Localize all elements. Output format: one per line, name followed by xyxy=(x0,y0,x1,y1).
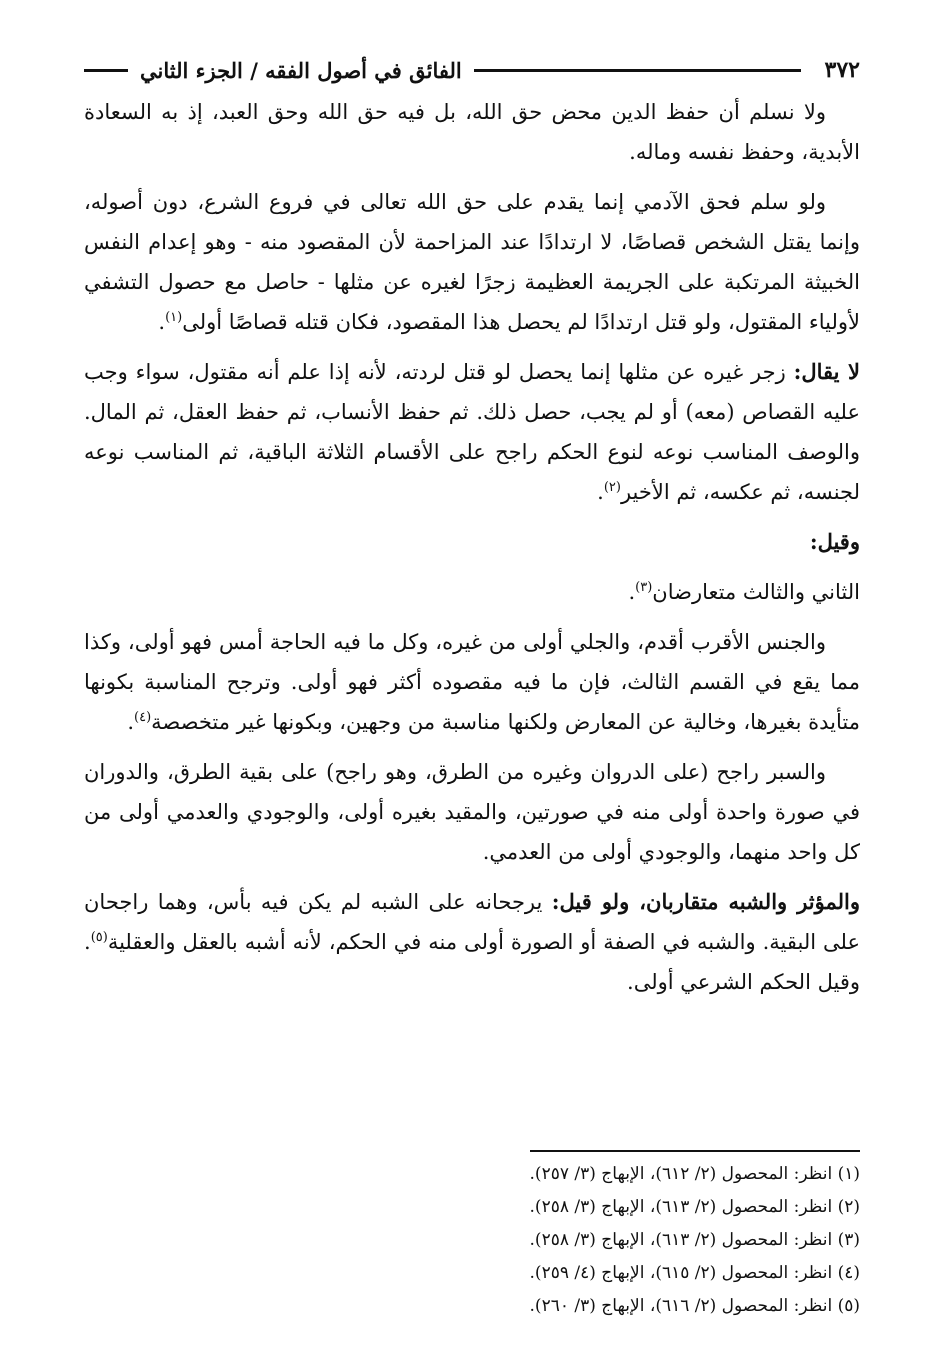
paragraph-text: زجر غيره عن مثلها إنما يحصل لو قتل لردته، لأنه إذا علم أنه مقتول، سواء وجب عليه القصاص (معه) أو لم يجب، حصل ذلك. ثم حفظ الأنساب، ثم حفظ العقل، ثم المال. والوصف المناسب نوعه لنوع الحكم راجح على الأقسام الثلاثة الباقية، ثم المناسب نوعه لجنسه، ثم عكسه، ثم الأخير xyxy=(84,360,860,504)
paragraph xyxy=(84,352,860,512)
footnote-separator xyxy=(530,1150,860,1152)
paragraph-text: ولا نسلم أن حفظ الدين محض حق الله، بل فيه حق الله وحق العبد، إذ به السعادة الأبدية، وحفظ نفسه وماله. xyxy=(84,100,860,164)
paragraph-text: والجنس الأقرب أقدم، والجلي أولى من غيره، وكل ما فيه الحاجة أمس فهو أولى، وكذا مما يقع في القسم الثالث، فإن ما فيه مقصوده أكثر فهو أولى. وترجح المناسبة بكونها متأيدة بغيرها، وخالية عن المعارض ولكنها مناسبة من وجهين، وبكونها غير متخصصة xyxy=(84,630,860,734)
page-number: ٣٧٢ xyxy=(824,57,860,83)
bold-lead-in: والمؤثر والشبه متقاربان، ولو قيل: xyxy=(551,889,860,914)
footnote: (١) انظر: المحصول (٢/ ٦١٢)، الإبهاج (٣/ ٢٥٧). xyxy=(529,1164,860,1184)
paragraph-text: ولو سلم فحق الآدمي إنما يقدم على حق الله تعالى في فروع الشرع، دون أصوله، وإنما يقتل الشخص قصاصًا، لا ارتدادًا عند المزاحمة لأن المقصود منه - وهو إعدام النفس الخبيثة المرتكبة على الجريمة العظيمة زجرًا لغيره عن مثلها - حاصل مع حصول التشفي لأولياء المقتول، ولو قتل ارتدادًا لم يحصل هذا المقصود، فكان قتله قصاصًا أولى xyxy=(84,190,860,334)
paragraph xyxy=(84,882,860,1002)
paragraph-text: . xyxy=(127,710,135,734)
paragraph xyxy=(84,522,860,562)
footnote: (٤) انظر: المحصول (٢/ ٦١٥)، الإبهاج (٤/ ٢٥٩). xyxy=(529,1263,860,1283)
footnote: (٣) انظر: المحصول (٢/ ٦١٣)، الإبهاج (٣/ ٢٥٨). xyxy=(529,1230,860,1250)
bold-lead-in: وقيل: xyxy=(809,529,860,554)
paragraph-text: والسبر راجح (على الدروان وغيره من الطرق، وهو راجح) على بقية الطرق، والدوران في صورة واحدة أولى منه في صورتين، والمقيد بغيره أولى، والوجودي والعدمي أولى من كل واحد منهما، والوجودي أولى من العدمي. xyxy=(84,760,860,864)
paragraph-text: . xyxy=(628,580,636,604)
paragraph xyxy=(84,92,860,172)
paragraph xyxy=(84,752,860,872)
running-title: الفائق في أصول الفقه / الجزء الثاني xyxy=(140,57,462,83)
paragraph-text: الثاني والثالث متعارضان xyxy=(652,580,860,604)
paragraph-text: . xyxy=(158,310,166,334)
header-rule xyxy=(474,69,801,72)
footnote-marker: (٤) xyxy=(134,710,152,725)
footnote-marker: (٥) xyxy=(90,930,108,945)
paragraph-text: . وقيل الحكم الشرعي أولى. xyxy=(84,930,860,994)
bold-lead-in: لا يقال: xyxy=(793,359,860,384)
main-text xyxy=(84,92,860,1012)
paragraph xyxy=(84,572,860,612)
paragraph xyxy=(84,182,860,342)
footnotes xyxy=(300,1158,860,1323)
footnote: (٥) انظر: المحصول (٢/ ٦١٦)، الإبهاج (٣/ ٢٦٠). xyxy=(529,1296,860,1316)
page-header xyxy=(84,50,860,90)
footnote-marker: (٢) xyxy=(603,480,621,495)
header-rule-tail xyxy=(84,69,128,72)
paragraph-text: . xyxy=(597,480,604,504)
footnote-marker: (١) xyxy=(165,310,183,325)
footnote-marker: (٣) xyxy=(635,580,653,595)
footnote: (٢) انظر: المحصول (٢/ ٦١٣)، الإبهاج (٣/ ٢٥٨). xyxy=(529,1197,860,1217)
paragraph xyxy=(84,622,860,742)
paragraph-text: يرجحانه على الشبه لم يكن فيه بأس، وهما راجحان على البقية. والشبه في الصفة أو الصورة أولى منه في الحكم، لأنه أشبه بالعقل والعقلية xyxy=(84,890,860,954)
